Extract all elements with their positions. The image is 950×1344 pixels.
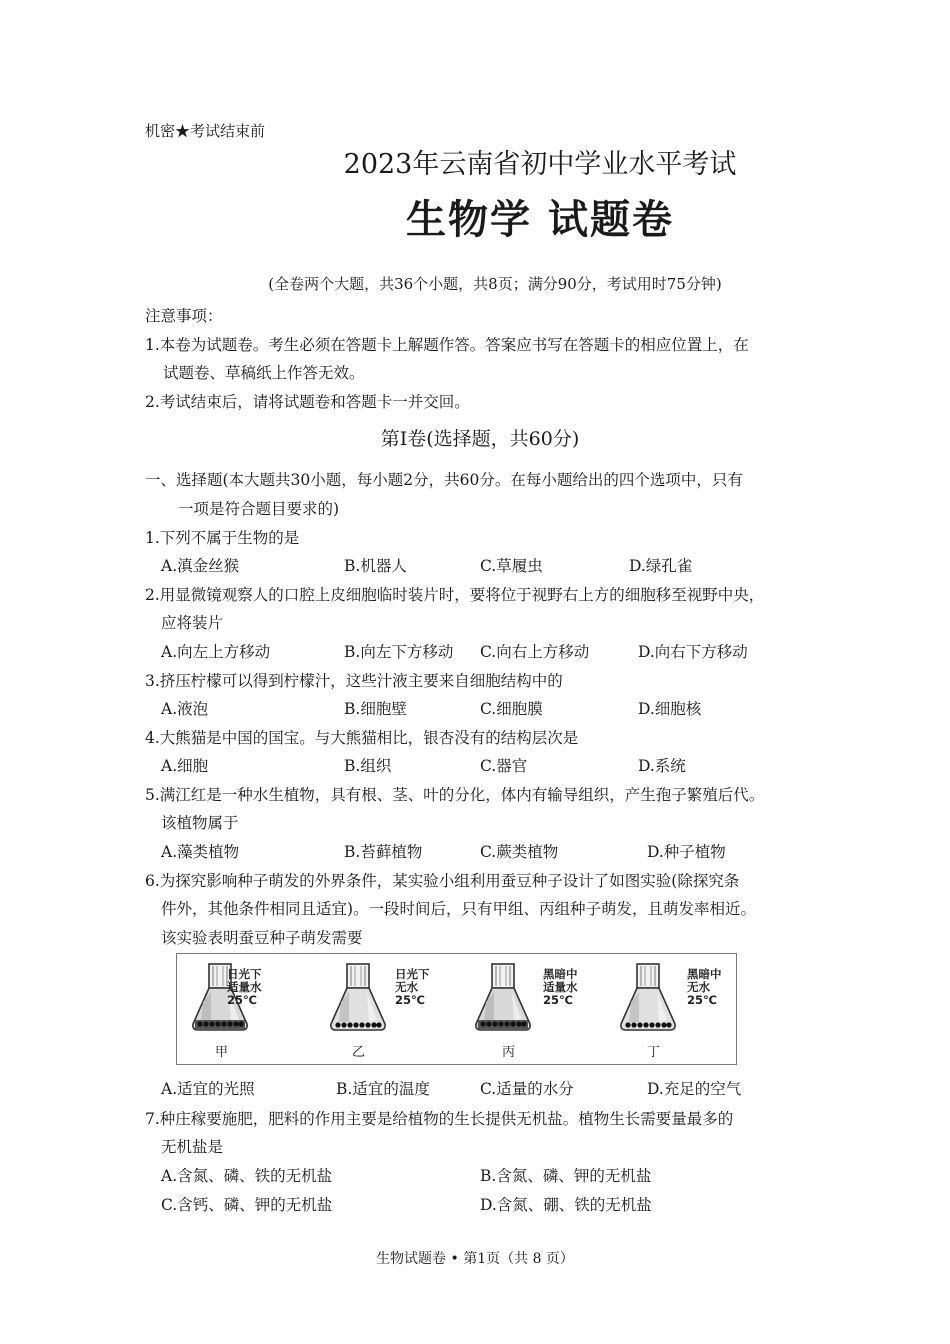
notice-heading: 注意事项： [145,307,223,325]
question-6-option-b: B.适宜的温度 [336,1080,430,1098]
question-2-option-c: C.向右上方移动 [480,643,590,661]
question-2-option-a: A.向左上方移动 [161,643,271,661]
flask-bing-label: 丙 [502,1045,516,1060]
question-6-stem-line-1: 6.为探究影响种子萌发的外界条件，某实验小组利用蚕豆种子设计了如图实验(除探究条 [145,872,740,890]
notice-item-1-line-1: 1.本卷为试题卷。考生必须在答题卡上解题作答。答案应书写在答题卡的相应位置上，在 [145,336,749,354]
paper-subtitle: 生物学 试题卷 [406,196,674,243]
section-title: 第Ⅰ卷(选择题，共60分) [380,428,580,450]
question-2-option-d: D.向右下方移动 [638,643,748,661]
question-4-stem: 4.大熊猫是中国的国宝。与大熊猫相比，银杏没有的结构层次是 [145,729,579,747]
question-5-option-d: D.种子植物 [647,843,726,861]
question-6-option-c: C.适量的水分 [480,1080,574,1098]
section-intro-line-2: 一项是符合题目要求的) [178,500,340,518]
question-3-option-a: A.液泡 [161,700,209,718]
question-7-option-a: A.含氮、磷、铁的无机盐 [161,1167,333,1185]
question-3-option-c: C.细胞膜 [480,700,543,718]
question-3-option-b: B.细胞壁 [344,700,407,718]
notice-item-2: 2.考试结束后，请将试题卷和答题卡一并交回。 [145,393,470,411]
flask-jia-conditions: 日光下 适量水 25℃ [227,967,262,1007]
flask-yi-label: 乙 [352,1045,366,1060]
question-2-stem-line-2: 应将装片 [161,614,224,632]
question-6-stem-line-2: 件外，其他条件相同且适宜)。一段时间后，只有甲组、丙组种子萌发，且萌发率相近。 [161,900,757,918]
experiment-figure [176,953,737,1065]
question-3-option-d: D.细胞核 [638,700,702,718]
question-2-stem-line-1: 2.用显微镜观察人的口腔上皮细胞临时装片时，要将位于视野右上方的细胞移至视野中央， [145,586,765,604]
flask-yi-icon [327,962,389,1034]
flask-yi-conditions: 日光下 无水 25℃ [395,967,430,1007]
flask-bing-icon [472,962,534,1034]
notice-item-1-line-2: 试题卷、草稿纸上作答无效。 [163,364,365,382]
question-4-option-a: A.细胞 [161,757,209,775]
question-5-option-c: C.蕨类植物 [480,843,559,861]
question-1-option-d: D.绿孔雀 [629,557,693,575]
secret-mark: 机密★考试结束前 [145,122,266,140]
question-3-stem: 3.挤压柠檬可以得到柠檬汁，这些汁液主要来自细胞结构中的 [145,672,563,690]
question-4-option-d: D.系统 [638,757,686,775]
question-4-option-c: C.器官 [480,757,528,775]
question-5-stem-line-1: 5.满江红是一种水生植物，具有根、茎、叶的分化，体内有输导组织，产生孢子繁殖后代。 [145,786,765,804]
flask-ding-conditions: 黑暗中 无水 25℃ [687,967,722,1007]
question-4-option-b: B.组织 [344,757,392,775]
question-5-option-b: B.苔藓植物 [344,843,423,861]
question-5-option-a: A.藻类植物 [161,843,240,861]
question-7-stem-line-2: 无机盐是 [161,1138,224,1156]
question-7-option-b: B.含氮、磷、钾的无机盐 [480,1167,652,1185]
question-6-option-a: A.适宜的光照 [161,1080,255,1098]
question-7-stem-line-1: 7.种庄稼要施肥，肥料的作用主要是给植物的生长提供无机盐。植物生长需要量最多的 [145,1110,734,1128]
question-7-option-d: D.含氮、硼、铁的无机盐 [480,1196,652,1214]
question-5-stem-line-2: 该植物属于 [161,814,239,832]
question-7-option-c: C.含钙、磷、钾的无机盐 [161,1196,333,1214]
question-2-option-b: B.向左下方移动 [344,643,454,661]
question-6-stem-line-3: 该实验表明蚕豆种子萌发需要 [161,929,363,947]
exam-info: (全卷两个大题，共36个小题，共8页；满分90分，考试用时75分钟) [268,275,722,293]
exam-title: 2023年云南省初中学业水平考试 [343,149,737,180]
flask-jia-label: 甲 [215,1045,229,1060]
question-1-stem: 1.下列不属于生物的是 [145,529,300,547]
section-intro-line-1: 一、选择题(本大题共30小题，每小题2分，共60分。在每小题给出的四个选项中，只有 [145,471,743,489]
page-footer: 生物试题卷 • 第1页（共 8 页） [376,1251,574,1267]
question-1-option-b: B.机器人 [344,557,407,575]
question-6-option-d: D.充足的空气 [647,1080,742,1098]
question-1-option-a: A.滇金丝猴 [161,557,240,575]
flask-bing-conditions: 黑暗中 适量水 25℃ [543,967,578,1007]
question-1-option-c: C.草履虫 [480,557,543,575]
flask-ding-icon [617,962,679,1034]
flask-ding-label: 丁 [647,1045,661,1060]
